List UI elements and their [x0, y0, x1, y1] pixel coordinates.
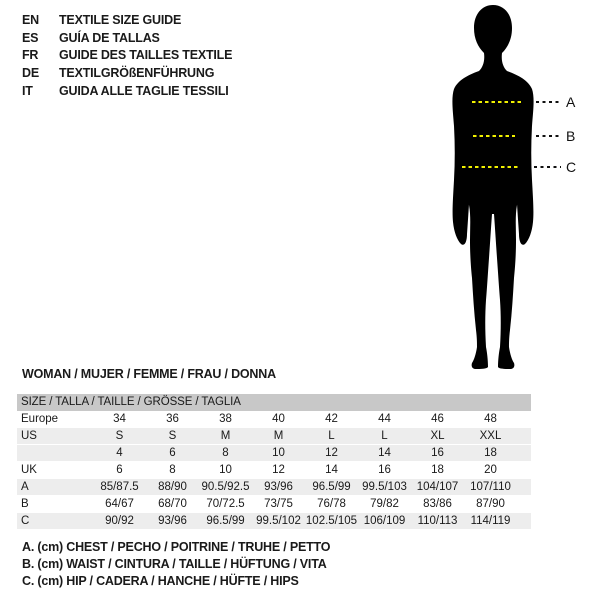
chest-label: A [566, 94, 576, 110]
table-cell: 85/87.5 [93, 479, 146, 496]
section-title: WOMAN / MUJER / FEMME / FRAU / DONNA [22, 367, 276, 381]
table-cell: S [93, 428, 146, 445]
legend-waist: B. (cm) WAIST / CINTURA / TAILLE / HÜFTUNG / VITA [22, 557, 327, 572]
table-cell: 114/119 [464, 513, 517, 530]
table-cell: 18 [411, 462, 464, 479]
table-cell: 6 [93, 462, 146, 479]
table-cell: 96.5/99 [199, 513, 252, 530]
table-cell: 14 [305, 462, 358, 479]
table-row-uk [17, 462, 531, 479]
table-cell: 79/82 [358, 496, 411, 513]
table-cell: 42 [305, 411, 358, 428]
table-cell: L [358, 428, 411, 445]
language-code: FR [22, 48, 39, 63]
language-title: TEXTILGRÖßENFÜHRUNG [59, 65, 215, 80]
table-cell: 96.5/99 [305, 479, 358, 496]
table-cell: 83/86 [411, 496, 464, 513]
language-row-fr [22, 46, 232, 64]
table-cell: 4 [93, 445, 146, 462]
table-cell: 76/78 [305, 496, 358, 513]
language-code: EN [22, 12, 39, 27]
language-row-es [22, 29, 232, 47]
table-cell: 87/90 [464, 496, 517, 513]
table-cell: 46 [411, 411, 464, 428]
table-cell: 90.5/92.5 [199, 479, 252, 496]
table-cell-filler [517, 479, 531, 496]
table-row-waist [17, 496, 531, 513]
table-cell-filler [517, 445, 531, 462]
table-cell: 106/109 [358, 513, 411, 530]
size-table-grid [17, 411, 531, 530]
table-cell: XL [411, 428, 464, 445]
table-cell: 34 [93, 411, 146, 428]
row-label: UK [17, 462, 93, 479]
table-cell: 40 [252, 411, 305, 428]
table-cell: 73/75 [252, 496, 305, 513]
language-row-en [22, 11, 232, 29]
table-cell: 12 [305, 445, 358, 462]
table-cell: 88/90 [146, 479, 199, 496]
table-cell-filler [517, 411, 531, 428]
table-cell: 68/70 [146, 496, 199, 513]
table-row-chest [17, 479, 531, 496]
language-list [22, 11, 232, 99]
table-cell: 18 [464, 445, 517, 462]
table-row-us-numeric [17, 445, 531, 462]
row-label: Europe [17, 411, 93, 428]
table-cell-filler [517, 513, 531, 530]
table-cell: 102.5/105 [305, 513, 358, 530]
table-cell: 20 [464, 462, 517, 479]
table-cell: 38 [199, 411, 252, 428]
table-cell: 99.5/102 [252, 513, 305, 530]
row-label: A [17, 479, 93, 496]
size-table-header: SIZE / TALLA / TAILLE / GRÖSSE / TAGLIA [17, 394, 531, 411]
table-cell: 12 [252, 462, 305, 479]
measurement-legend [22, 539, 330, 591]
table-cell: 36 [146, 411, 199, 428]
table-row-europe [17, 411, 531, 428]
table-cell: S [146, 428, 199, 445]
language-code: DE [22, 65, 39, 80]
language-code: ES [22, 30, 39, 45]
table-cell: 6 [146, 445, 199, 462]
table-cell: 16 [411, 445, 464, 462]
table-cell: 70/72.5 [199, 496, 252, 513]
language-title: GUIDE DES TAILLES TEXTILE [59, 48, 233, 63]
size-table [17, 394, 531, 530]
table-cell: 90/92 [93, 513, 146, 530]
table-cell: 107/110 [464, 479, 517, 496]
table-row-us [17, 428, 531, 445]
table-cell: M [199, 428, 252, 445]
row-label: US [17, 428, 93, 445]
woman-silhouette-icon [452, 5, 533, 369]
table-cell: 110/113 [411, 513, 464, 530]
table-cell-filler [517, 428, 531, 445]
table-cell: 14 [358, 445, 411, 462]
language-title: GUIDA ALLE TAGLIE TESSILI [59, 83, 229, 98]
language-title: GUÍA DE TALLAS [59, 30, 160, 45]
legend-chest: A. (cm) CHEST / PECHO / POITRINE / TRUHE / PETTO [22, 540, 331, 554]
table-cell-filler [517, 462, 531, 479]
table-cell: 104/107 [411, 479, 464, 496]
table-cell: M [252, 428, 305, 445]
row-label: C [17, 513, 93, 530]
table-cell: 8 [199, 445, 252, 462]
hip-label: C [566, 159, 577, 175]
table-cell: 48 [464, 411, 517, 428]
table-cell: 64/67 [93, 496, 146, 513]
table-cell: 10 [252, 445, 305, 462]
row-label [17, 445, 93, 462]
language-row-it [22, 82, 232, 100]
table-cell: 93/96 [146, 513, 199, 530]
body-measurement-diagram [420, 0, 600, 390]
table-cell: XXL [464, 428, 517, 445]
table-row-hip [17, 513, 531, 530]
table-cell: 16 [358, 462, 411, 479]
table-cell: 10 [199, 462, 252, 479]
language-title: TEXTILE SIZE GUIDE [59, 12, 182, 27]
table-cell-filler [517, 496, 531, 513]
waist-label: B [566, 128, 576, 144]
table-cell: L [305, 428, 358, 445]
table-cell: 99.5/103 [358, 479, 411, 496]
table-cell: 44 [358, 411, 411, 428]
legend-hip: C. (cm) HIP / CADERA / HANCHE / HÜFTE / HIPS [22, 574, 299, 589]
language-row-de [22, 64, 232, 82]
row-label: B [17, 496, 93, 513]
table-cell: 8 [146, 462, 199, 479]
language-code: IT [22, 83, 33, 98]
table-cell: 93/96 [252, 479, 305, 496]
